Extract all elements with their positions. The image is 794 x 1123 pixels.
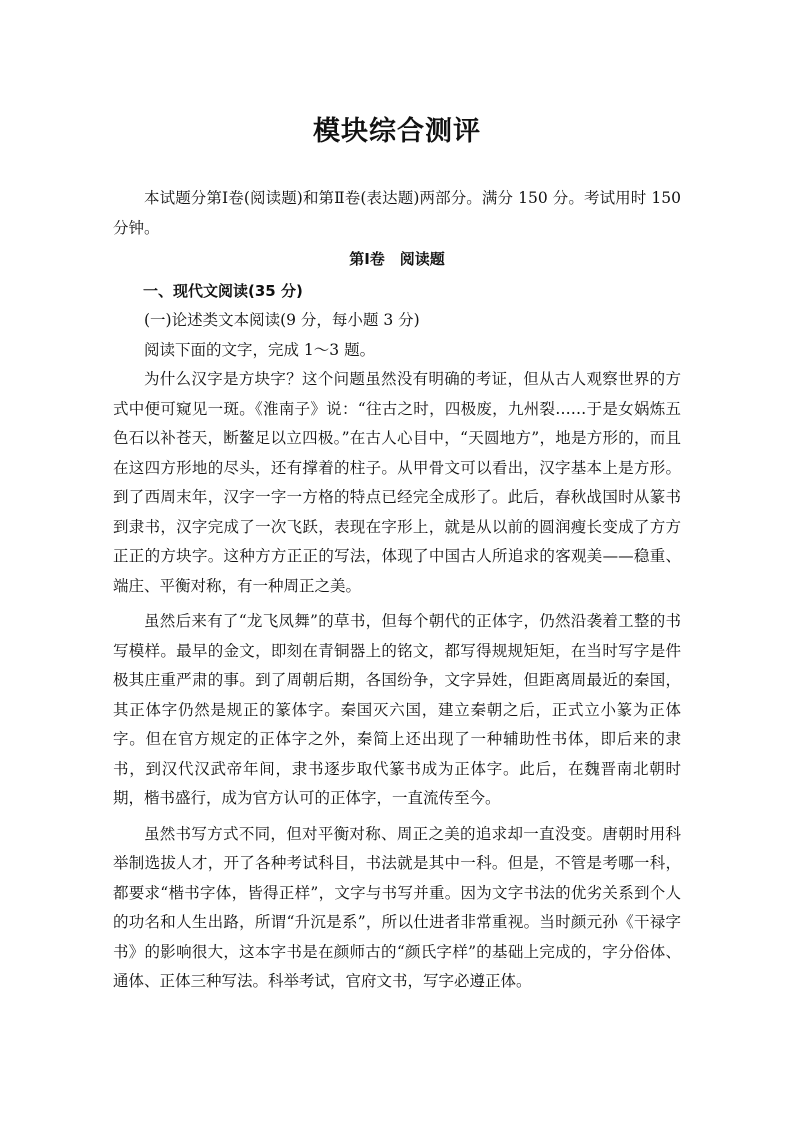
section-heading: 一、现代文阅读(35 分) bbox=[143, 281, 303, 300]
exam-intro: 本试题分第Ⅰ卷(阅读题)和第Ⅱ卷(表达题)两部分。满分 150 分。考试用时 150 分钟。 bbox=[113, 189, 681, 237]
subsection-heading: (一)论述类文本阅读(9 分，每小题 3 分) bbox=[144, 311, 420, 329]
volume-heading: 第Ⅰ卷 阅读题 bbox=[349, 250, 445, 268]
reading-instruction: 阅读下面的文字，完成 1～3 题。 bbox=[144, 340, 376, 359]
document-body bbox=[113, 184, 681, 997]
document-title: 模块综合测评 bbox=[313, 116, 481, 147]
passage-paragraph-2: 虽然后来有了“龙飞凤舞”的草书，但每个朝代的正体字，仍然沿袭着工整的书写模样。最早的金文，即刻在青铜器上的铭文，都写得规规矩矩，在当时写字是件极其庄重严肃的事。到了周朝后期，各国纷争，文字异姓，但距离周最近的秦国，其正体字仍然是规正的篆体字。秦国灭六国，建立秦朝之后，正式立小篆为正体字。但在官方规定的正体字之外，秦简上还出现了一种辅助性书体，即后来的隶书，到汉代汉武帝年间，隶书逐步取代篆书成为正体字。此后，在魏晋南北朝时期，楷书盛行，成为官方认可的正体字，一直流传至今。 bbox=[113, 612, 681, 807]
passage-paragraph-1: 为什么汉字是方块字？这个问题虽然没有明确的考证，但从古人观察世界的方式中便可窥见一斑。《淮南子》说：“往古之时，四极废，九州裂……于是女娲炼五色石以补苍天，断鳌足以立四极。”在古人心目中，“天圆地方”，地是方形的，而且在这四方形地的尽头，还有撑着的柱子。从甲骨文可以看出，汉字基本上是方形。到了西周末年，汉字一字一方格的特点已经完全成形了。此后，春秋战国时从篆书到隶书，汉字完成了一次飞跃，表现在字形上，就是从以前的圆润瘦长变成了方方正正的方块字。这种方方正正的写法，体现了中国古人所追求的客观美——稳重、端庄、平衡对称，有一种周正之美。 bbox=[113, 370, 681, 595]
passage-paragraph-3: 虽然书写方式不同，但对平衡对称、周正之美的追求却一直没变。唐朝时用科举制选拔人才，开了各种考试科目，书法就是其中一科。但是，不管是考哪一科，都要求“楷书字体，皆得正样”，文字与书写并重。因为文字书法的优劣关系到个人的功名和人生出路，所谓“升沉是系”，所以仕进者非常重视。当时颜元孙《干禄字书》的影响很大，这本字书是在颜师古的“颜氏字样”的基础上完成的，字分俗体、通体、正体三种写法。科举考试，官府文书，写字必遵正体。 bbox=[113, 824, 681, 990]
